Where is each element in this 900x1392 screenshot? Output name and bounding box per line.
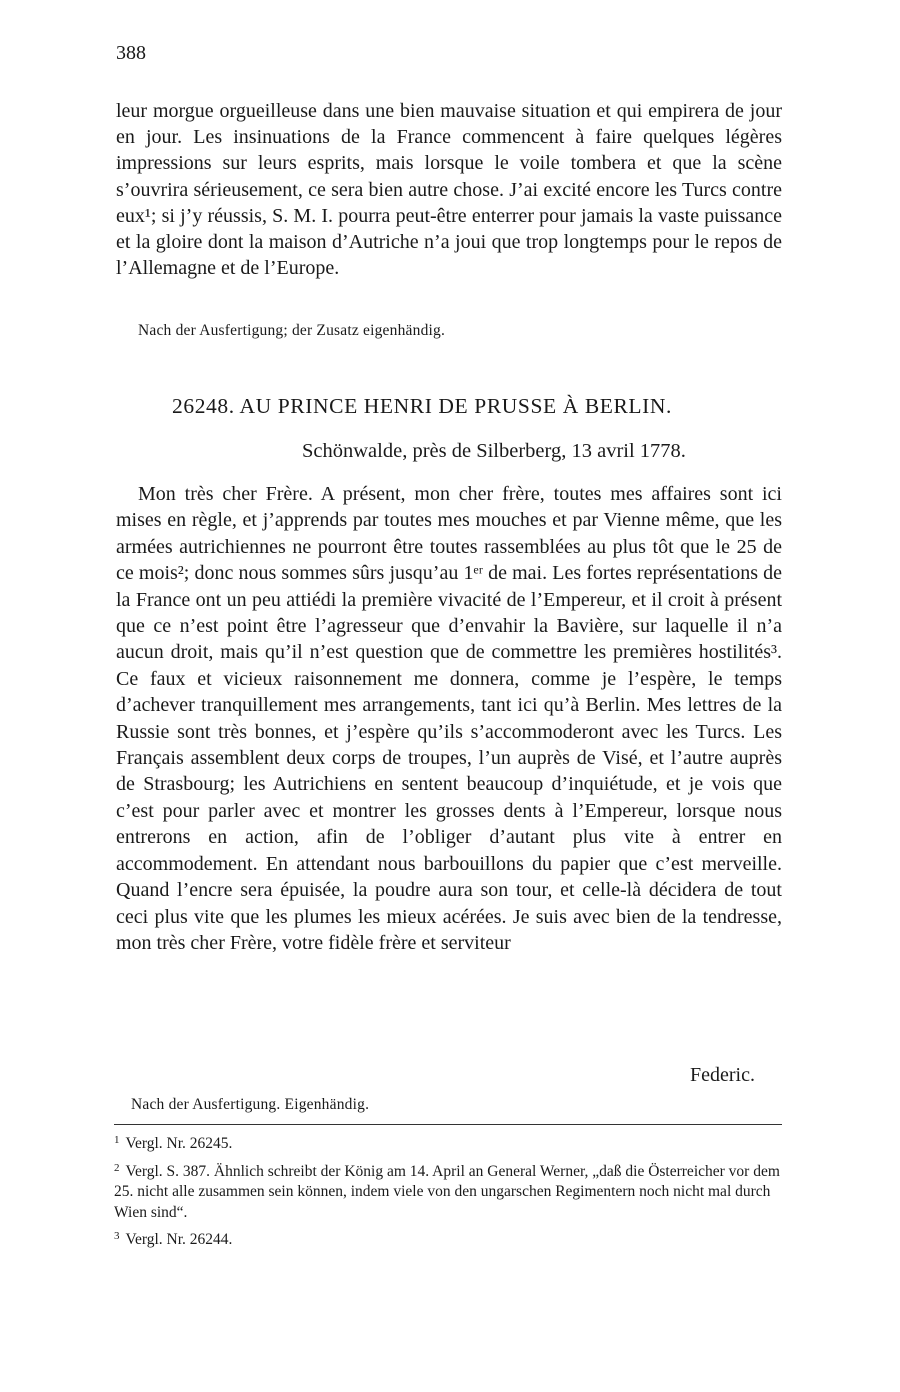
page-number: 388 (116, 42, 146, 64)
previous-letter-text: leur morgue orgueilleuse dans une bien mauvaise situation et qui empirera de jour en jour. Les insinuations de la France commencent à faire quelques légères impressions sur leurs esprits, mais lorsque le voile tombera et que la scène s’ouvrira sérieusement, ce sera bien autre chose. J’ai excité encore les Turcs contre eux¹; si j’y réussis, S. M. I. pourra peut-être enterrer pour jamais la vaste puissance et la gloire dont la maison d’Autriche n’a joui que trop longtemps pour le repos de l’Allemagne et de l’Europe. (116, 100, 782, 280)
footnote-text: Vergl. Nr. 26244. (125, 1231, 233, 1248)
letter-signature: Federic. (690, 1064, 755, 1086)
letter-body-container (116, 481, 782, 956)
previous-source-note: Nach der Ausfertigung; der Zusatz eigenhändig. (138, 322, 446, 339)
footnotes (114, 1130, 782, 1254)
letter-body: Mon très cher Frère. A présent, mon cher frère, toutes mes affaires sont ici mises en règle, et j’apprends par toutes mes mouches et par Vienne même, que les armées autrichiennes ne pourront être toutes rassemblées au plus tôt que le 25 de ce mois²; donc nous sommes sûrs jusqu’au 1ᵉʳ de mai. Les fortes représentations de la France ont un peu attiédi la première vivacité de l’Empereur, et il croit à présent que ce n’est point être l’agresseur que d’envahir la Bavière, sur laquelle il n’a aucun droit, mais qu’il n’est question que de commettre les premières hostilités³. Ce faux et vicieux raisonnement me donnera, comme je l’espère, le temps d’achever tranquillement mes arrangements, tant ici qu’à Berlin. Mes lettres de la Russie sont très bonnes, et j’espère qu’ils s’accommoderont avec les Turcs. Les Français assemblent deux corps de troupes, l’un auprès de Visé, et l’autre auprès de Strasbourg; les Autrichiens en sentent beaucoup d’inquiétude, et je vois que c’est pour parler avec et montrer les grosses dents à l’Empereur, lorsque nous entrerons en action, afin de l’obliger d’autant plus vite à entrer en accommodement. En attendant nous barbouillons du papier que c’est merveille. Quand l’encre sera épuisée, la poudre aura son tour, et celle-là décidera de tout ceci plus vite que les plumes les mieux acérées. Je suis avec bien de la tendresse, mon très cher Frère, votre fidèle frère et serviteur (116, 483, 782, 954)
letter-dateline: Schönwalde, près de Silberberg, 13 avril 1778. (302, 440, 686, 462)
footnote-2 (114, 1158, 782, 1224)
footnote-number: 3 (114, 1230, 120, 1242)
footnote-number: 1 (114, 1134, 120, 1146)
footnote-divider (114, 1124, 782, 1125)
footnote-1 (114, 1130, 782, 1155)
footnote-text: Vergl. S. 387. Ähnlich schreibt der König am 14. April an General Werner, „daß die Österreicher vor dem 25. nicht alle zusammen sein können, indem viele von den ungarschen Regimentern noch nicht mal durch Wien sind“. (114, 1162, 780, 1221)
footnote-number: 2 (114, 1161, 120, 1174)
letter-source-note: Nach der Ausfertigung. Eigenhändig. (131, 1096, 370, 1113)
footnote-3 (114, 1226, 782, 1251)
footnote-text: Vergl. Nr. 26245. (125, 1135, 233, 1152)
letter-heading: 26248. AU PRINCE HENRI DE PRUSSE À BERLIN. (172, 394, 673, 418)
